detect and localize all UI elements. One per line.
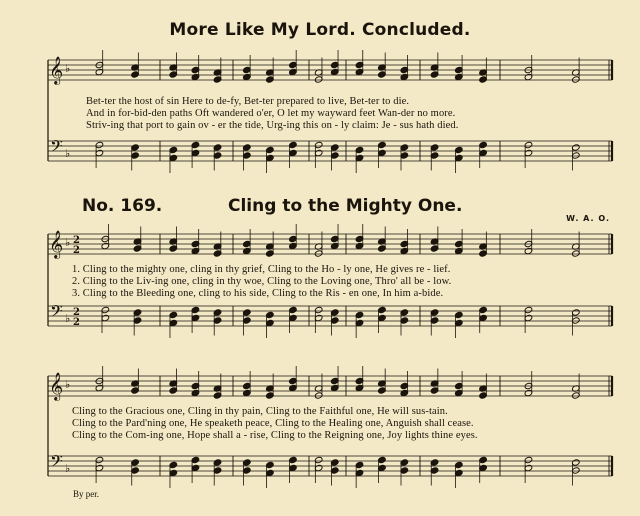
lyric-line-s2-v2: 2. Cling to the Liv-ing one, cling in thy woe, Cling to the Loving one, Thro' all be - low. <box>72 276 452 287</box>
time-signature: 2 <box>73 245 80 256</box>
lyric-line-s3-v1: Cling to the Gracious one, Cling in thy pain, Cling to the Faithful one, He will sus-tain. <box>72 406 448 417</box>
lyric-line-s1-v3: Striv-ing that port to gain ov - er the tide, Urg-ing this on - ly claim: Je - sus hath died. <box>86 120 459 131</box>
bass-clef-icon: 𝄢 <box>50 136 63 160</box>
permission-note: By per. <box>73 489 99 499</box>
continuation-title: More Like My Lord. Concluded. <box>169 20 471 40</box>
time-signature: 2 <box>73 307 80 318</box>
lyric-line-s3-v2: Cling to the Pard'ning one, He speaketh peace, Cling to the Healing one, Anguish shall cease. <box>72 418 474 429</box>
flat-icon: ♭ <box>65 462 71 475</box>
lyric-line-s3-v3: Cling to the Com-ing one, Hope shall a - rise, Cling to the Reigning one, Joy lights thine eyes. <box>72 430 478 441</box>
lyric-line-s1-v1: Bet-ter the host of sin Here to de-fy, Bet-ter prepared to live, Bet-ter to die. <box>86 96 410 107</box>
treble-clef-icon: 𝄞 <box>49 372 64 400</box>
lyric-line-s1-v2: And in for-bid-den paths Oft wandered o'er, O let my wayward feet Wan-der no more. <box>86 108 456 119</box>
flat-icon: ♭ <box>65 62 71 75</box>
lyric-line-s2-v1: 1. Cling to the mighty one, cling in thy grief, Cling to the Ho - ly one, He gives re - lief. <box>72 264 451 275</box>
author-initials: W. A. O. <box>566 214 610 223</box>
flat-icon: ♭ <box>65 147 71 160</box>
flat-icon: ♭ <box>65 236 71 249</box>
time-signature: 2 <box>73 235 80 246</box>
hymn-number: No. 169. <box>82 196 163 216</box>
bass-clef-icon: 𝄢 <box>50 301 63 325</box>
bass-clef-icon: 𝄢 <box>50 451 63 475</box>
lyric-line-s2-v3: 3. Cling to the Bleeding one, cling to his side, Cling to the Ris - en one, In him a-bide. <box>72 288 444 299</box>
time-signature: 2 <box>73 317 80 328</box>
hymn-title: Cling to the Mighty One. <box>228 196 463 216</box>
flat-icon: ♭ <box>65 378 71 391</box>
flat-icon: ♭ <box>65 312 71 325</box>
treble-clef-icon: 𝄞 <box>49 230 64 258</box>
treble-clef-icon: 𝄞 <box>49 56 64 84</box>
